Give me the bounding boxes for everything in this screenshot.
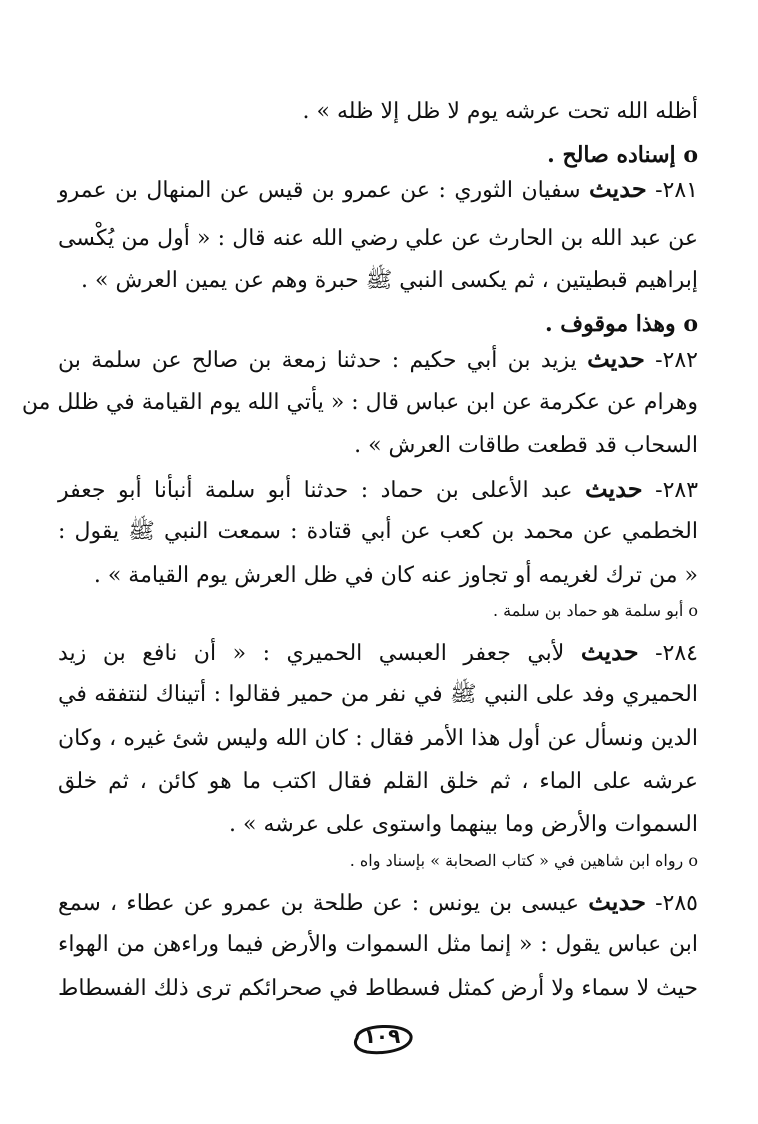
hadith-text: سفيان الثوري : عن عمرو بن قيس عن المنهال بن عمرو [58,178,581,203]
hadith-285-line-3: حيث لا سماء ولا أرض كمثل فسطاط في صحرائكم ترى ذلك الفسطاط [58,976,698,1001]
hadith-284-line-2: الحميري وفد على النبي ﷺ في نفر من حمير فقالوا : أتيناك لنتفقه في [58,682,698,707]
hadith-282-line-3: السحاب قد قطعت طاقات العرش » . [354,433,698,458]
page-number: ١٠٩ [363,1024,401,1048]
note-mawquf: o وهذا موقوف . [544,311,698,337]
hadith-keyword: حديث [588,174,647,203]
hadith-283-line-3: « من ترك لغريمه أو تجاوز عنه كان في ظل العرش يوم القيامة » . [93,563,698,588]
hadith-283-line-1 [58,474,698,506]
page-number-badge [347,1018,417,1058]
hadith-284-line-5: السموات والأرض وما بينهما واستوى على عرشه » . [229,812,698,837]
hadith-text: يزيد بن أبي حكيم : حدثنا زمعة بن صالح عن سلمة بن [58,348,577,373]
text-line-1: أظله الله تحت عرشه يوم لا ظل إلا ظله » . [302,99,698,124]
hadith-284-line-4: عرشه على الماء ، ثم خلق القلم فقال اكتب ما هو كائن ، ثم خلق [58,769,698,794]
hadith-281-line-2: عن عبد الله بن الحارث عن علي رضي الله عنه قال : « أول من يُكْسى [58,226,698,251]
hadith-282-line-1 [58,344,698,376]
hadith-keyword: حديث [588,887,646,916]
note-abu-salama: o أبو سلمة هو حماد بن سلمة . [492,601,698,620]
hadith-283-line-2: الخطمي عن محمد بن كعب عن أبي قتادة : سمعت النبي ﷺ يقول : [58,519,698,544]
hadith-284-line-3: الدين ونسأل عن أول هذا الأمر فقال : كان الله وليس شئ غيره ، وكان [58,726,698,751]
hadith-keyword: حديث [580,637,639,666]
hadith-281-line-1 [58,174,698,206]
hadith-285-line-1 [58,887,698,919]
hadith-number: ٢٨٤- [655,641,698,666]
hadith-text: عيسى بن يونس : عن طلحة بن عمرو عن عطاء ، سمع [58,891,580,916]
hadith-number: ٢٨٣- [655,478,699,503]
hadith-number: ٢٨٥- [655,891,698,916]
note-ibn-shahin: o رواه ابن شاهين في « كتاب الصحابة » بإسناد واه . [349,851,698,870]
hadith-text: لأبي جعفر العبسي الحميري : « أن نافع بن زيد [58,641,565,666]
hadith-285-line-2: ابن عباس يقول : « إنما مثل السموات والأرض فيما وراءهن من الهواء [58,932,698,957]
hadith-text: عبد الأعلى بن حماد : حدثنا أبو سلمة أنبأنا أبو جعفر [58,478,573,503]
hadith-281-line-3: إبراهيم قبطيتين ، ثم يكسى النبي ﷺ حبرة وهم عن يمين العرش » . [81,268,698,293]
note-isnad-salih: o إسناده صالح . [547,142,698,168]
hadith-number: ٢٨٢- [655,348,698,373]
hadith-282-line-2: وهرام عن عكرمة عن ابن عباس قال : « يأتي الله يوم القيامة في ظلل من [21,390,698,415]
hadith-keyword: حديث [587,344,645,373]
hadith-keyword: حديث [584,474,643,503]
hadith-number: ٢٨١- [655,178,698,203]
hadith-284-line-1 [58,637,698,669]
